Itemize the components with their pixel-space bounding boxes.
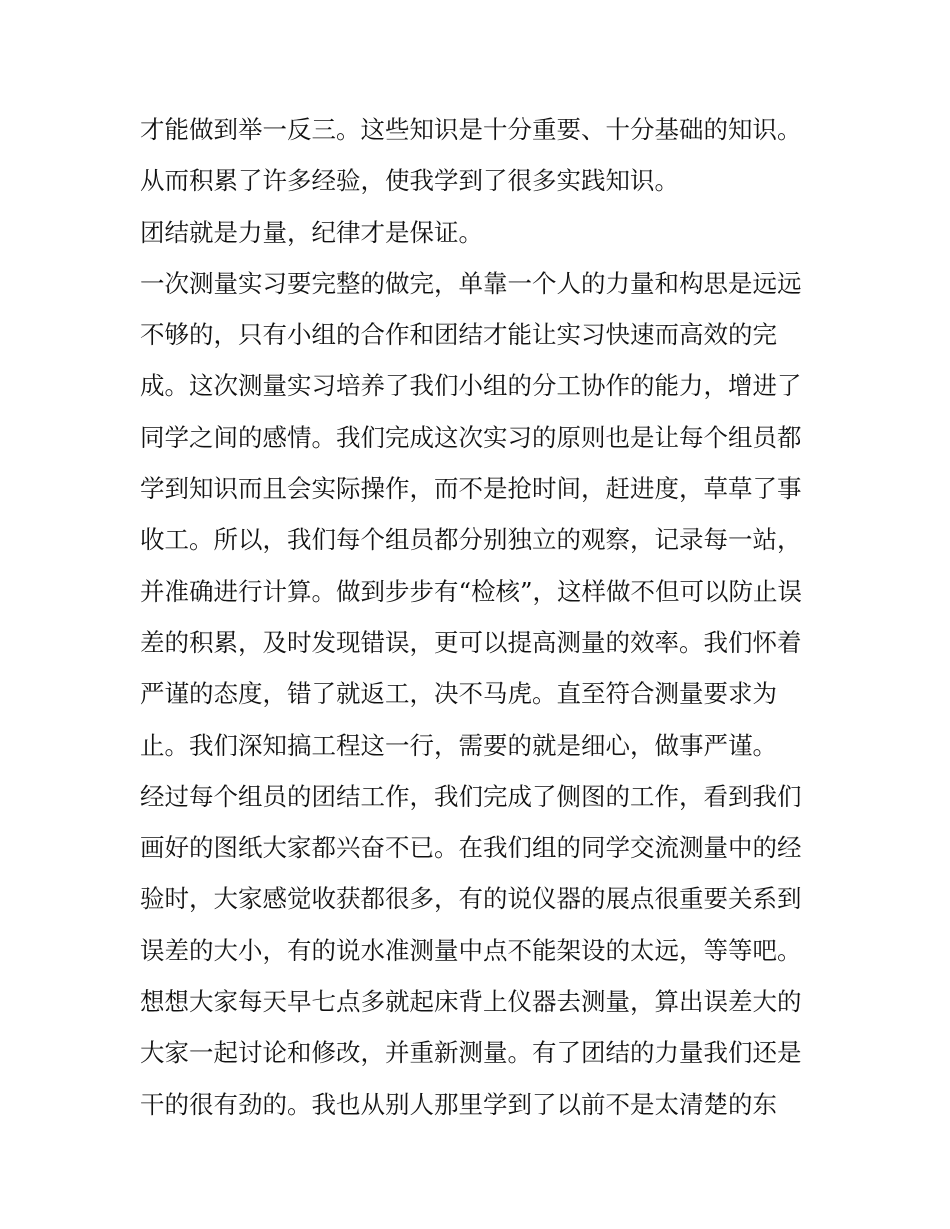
text-line-12: 严谨的态度，错了就返工，决不马虎。直至符合测量要求为 xyxy=(140,679,777,709)
text-line-4: 一次测量实习要完整的做完，单靠一个人的力量和构思是远远 xyxy=(140,268,802,298)
text-line-8: 学到知识而且会实际操作，而不是抢时间，赶进度，草草了事 xyxy=(140,474,802,504)
text-line-16: 验时，大家感觉收获都很多，有的说仪器的展点很重要关系到 xyxy=(140,884,802,914)
text-line-13: 止。我们深知搞工程这一行，需要的就是细心，做事严谨。 xyxy=(140,730,777,760)
text-line-18: 想想大家每天早七点多就起床背上仪器去测量，算出误差大的 xyxy=(140,987,802,1017)
text-line-6: 成。这次测量实习培养了我们小组的分工协作的能力，增进了 xyxy=(140,371,802,401)
text-line-10: 并准确进行计算。做到步步有“检核”，这样做不但可以防止误 xyxy=(140,576,803,606)
text-line-20: 干的很有劲的。我也从别人那里学到了以前不是太清楚的东 xyxy=(140,1089,777,1119)
text-line-17: 误差的大小，有的说水准测量中点不能架设的太远，等等吧。 xyxy=(140,935,802,965)
text-line-15: 画好的图纸大家都兴奋不已。在我们组的同学交流测量中的经 xyxy=(140,833,802,863)
text-line-5: 不够的，只有小组的合作和团结才能让实习快速而高效的完 xyxy=(140,320,777,350)
text-line-7: 同学之间的感情。我们完成这次实习的原则也是让每个组员都 xyxy=(140,422,802,452)
text-line-2: 从而积累了许多经验，使我学到了很多实践知识。 xyxy=(140,166,679,196)
text-line-3: 团结就是力量，纪律才是保证。 xyxy=(140,217,483,247)
text-line-1: 才能做到举一反三。这些知识是十分重要、十分基础的知识。 xyxy=(140,115,802,144)
text-line-11: 差的积累，及时发现错误，更可以提高测量的效率。我们怀着 xyxy=(140,627,802,657)
body-text xyxy=(140,104,820,1130)
text-line-19: 大家一起讨论和修改，并重新测量。有了团结的力量我们还是 xyxy=(140,1038,802,1068)
text-line-9: 收工。所以，我们每个组员都分别独立的观察，记录每一站， xyxy=(140,525,802,555)
text-line-14: 经过每个组员的团结工作，我们完成了侧图的工作，看到我们 xyxy=(140,781,802,811)
